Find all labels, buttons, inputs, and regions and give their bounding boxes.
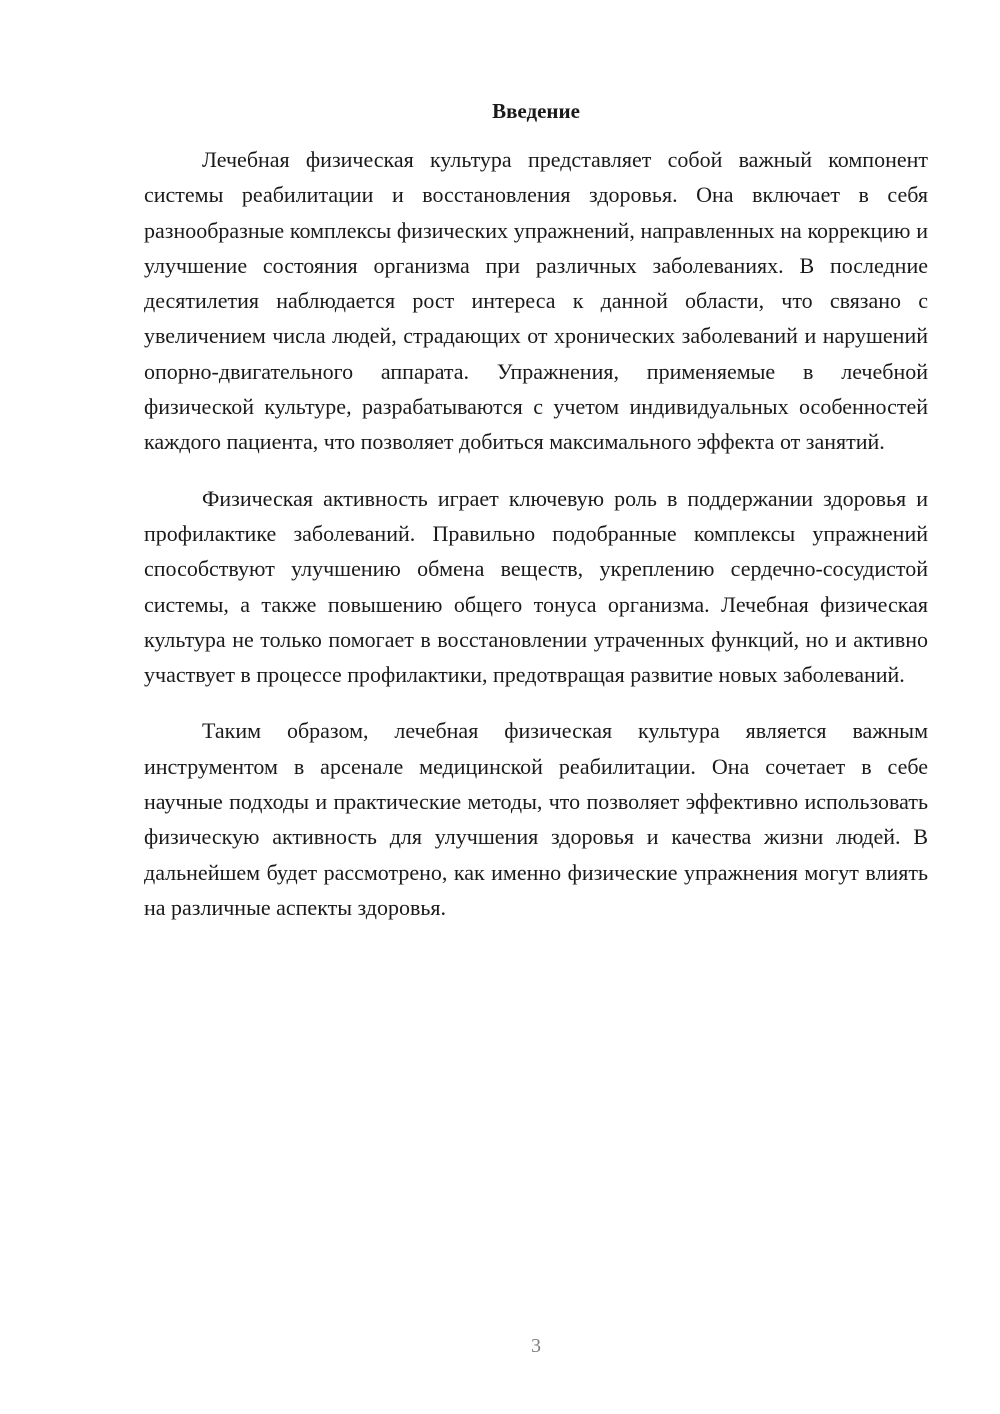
- paragraph-1: Лечебная физическая культура представляет собой важный компонент системы реабилитации и восстановления здоровья. Она включает в себя разнообразные комплексы физических упражнений, направленных на коррекцию и улучшение состояния организма при различных заболеваниях. В последние десятилетия наблюдается рост интереса к данной области, что связано с увеличением числа людей, страдающих от хронических заболеваний и нарушений опорно-двигательного аппарата. Упражнения, применяемые в лечебной физической культуре, разрабатываются с учетом индивидуальных особенностей каждого пациента, что позволяет добиться максимального эффекта от занятий.: [144, 147, 928, 455]
- page-number: 3: [531, 1335, 541, 1357]
- section-heading: Введение: [492, 99, 580, 123]
- paragraph-2: Физическая активность играет ключевую роль в поддержании здоровья и профилактике заболеваний. Правильно подобранные комплексы упражнений способствуют улучшению обмена веществ, укреплению сердечно-сосудистой системы, а также повышению общего тонуса организма. Лечебная физическая культура не только помогает в восстановлении утраченных функций, но и активно участвует в процессе профилактики, предотвращая развитие новых заболеваний.: [144, 485, 928, 688]
- paragraph-3: Таким образом, лечебная физическая культура является важным инструментом в арсенале медицинской реабилитации. Она сочетает в себе научные подходы и практические методы, что позволяет эффективно использовать физическую активность для улучшения здоровья и качества жизни людей. В дальнейшем будет рассмотрено, как именно физические упражнения могут влиять на различные аспекты здоровья.: [144, 718, 928, 920]
- body-text: [144, 142, 928, 946]
